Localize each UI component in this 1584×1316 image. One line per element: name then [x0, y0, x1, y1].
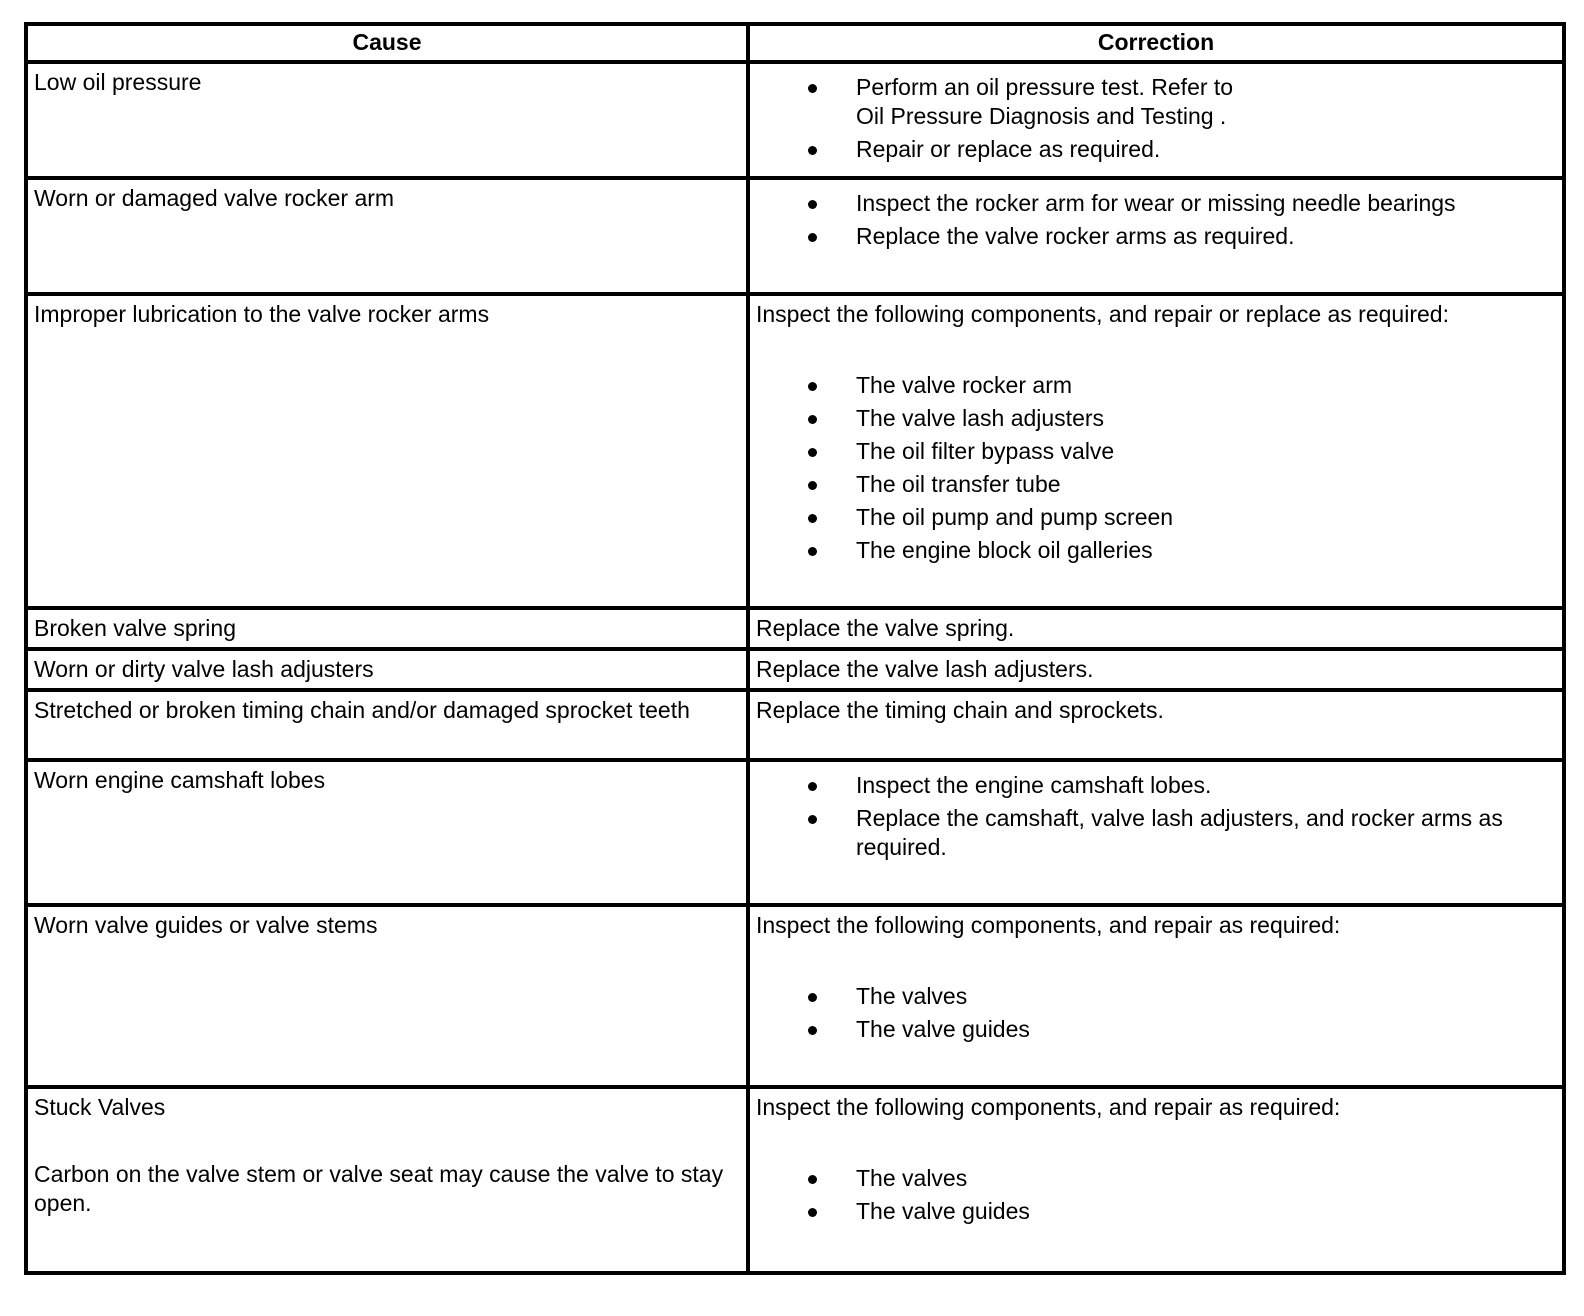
bullet-icon — [808, 815, 817, 824]
cause-cell — [26, 760, 748, 905]
bullet-text: The oil filter bypass valve — [856, 438, 1115, 464]
list-item — [756, 222, 1556, 251]
cause-text: Stuck Valves — [34, 1094, 166, 1120]
bullet-icon — [808, 993, 817, 1002]
table-row — [26, 1087, 1564, 1273]
bullet-icon — [808, 1026, 817, 1035]
bullet-text: Oil Pressure Diagnosis and Testing . — [856, 103, 1227, 129]
correction-cell — [748, 62, 1564, 178]
correction-text: Inspect the following components, and repair as required: — [756, 1094, 1341, 1120]
bullet-text: The valves — [856, 1165, 968, 1191]
cause-column-header: Cause — [26, 24, 748, 62]
correction-bullet-list — [756, 771, 1556, 862]
bullet-text: The engine block oil galleries — [856, 537, 1153, 563]
bullet-icon — [808, 514, 817, 523]
bullet-text: Repair or replace as required. — [856, 136, 1161, 162]
table-row — [26, 905, 1564, 1087]
correction-bullet-list — [756, 982, 1556, 1044]
cause-note: Carbon on the valve stem or valve seat may cause the valve to stay open. — [34, 1161, 724, 1216]
bullet-icon — [808, 547, 817, 556]
correction-text: Replace the valve spring. — [756, 615, 1015, 641]
cause-text: Worn or dirty valve lash adjusters — [34, 656, 374, 682]
cause-cell — [26, 178, 748, 294]
table-row — [26, 294, 1564, 608]
list-item — [756, 73, 1556, 131]
list-item — [756, 437, 1556, 466]
cause-text: Worn valve guides or valve stems — [34, 912, 378, 938]
list-item — [756, 404, 1556, 433]
list-item — [756, 536, 1556, 565]
bullet-text: Perform an oil pressure test. Refer to — [856, 74, 1234, 100]
correction-bullet-list — [756, 73, 1556, 164]
cause-cell — [26, 905, 748, 1087]
bullet-icon — [808, 382, 817, 391]
correction-text: Inspect the following components, and repair as required: — [756, 912, 1341, 938]
table-row — [26, 178, 1564, 294]
list-item — [756, 503, 1556, 532]
list-item — [756, 1164, 1556, 1193]
list-item — [756, 1197, 1556, 1226]
bullet-icon — [808, 84, 817, 93]
table-row — [26, 62, 1564, 178]
cause-text: Worn engine camshaft lobes — [34, 767, 326, 793]
correction-text: Replace the valve lash adjusters. — [756, 656, 1094, 682]
correction-cell — [748, 608, 1564, 649]
bullet-icon — [808, 233, 817, 242]
header-row — [26, 24, 1564, 62]
cause-cell — [26, 62, 748, 178]
bullet-icon — [808, 1175, 817, 1184]
cause-cell — [26, 649, 748, 690]
bullet-icon — [808, 481, 817, 490]
correction-column-header: Correction — [748, 24, 1564, 62]
cause-text: Low oil pressure — [34, 69, 202, 95]
cause-cell — [26, 1087, 748, 1273]
bullet-text: The valve guides — [856, 1016, 1030, 1042]
bullet-text: Replace the camshaft, valve lash adjusters, and rocker arms as required. — [856, 805, 1503, 860]
cause-text: Worn or damaged valve rocker arm — [34, 185, 395, 211]
list-item — [756, 771, 1556, 800]
bullet-icon — [808, 1208, 817, 1217]
bullet-icon — [808, 200, 817, 209]
correction-bullet-list — [756, 371, 1556, 565]
bullet-text: The oil pump and pump screen — [856, 504, 1174, 530]
bullet-text: Inspect the engine camshaft lobes. — [856, 772, 1212, 798]
correction-bullet-list — [756, 189, 1556, 251]
list-item — [756, 804, 1556, 862]
correction-cell — [748, 178, 1564, 294]
bullet-text: Inspect the rocker arm for wear or missing needle bearings — [856, 190, 1456, 216]
table-row — [26, 608, 1564, 649]
correction-cell — [748, 649, 1564, 690]
bullet-icon — [808, 782, 817, 791]
cause-text: Stretched or broken timing chain and/or damaged sprocket teeth — [34, 697, 690, 723]
cause-cell — [26, 294, 748, 608]
correction-cell — [748, 760, 1564, 905]
correction-text: Inspect the following components, and repair or replace as required: — [756, 301, 1449, 327]
correction-cell — [748, 905, 1564, 1087]
cause-cell — [26, 690, 748, 760]
list-item — [756, 135, 1556, 164]
correction-bullet-list — [756, 1164, 1556, 1226]
bullet-text: The oil transfer tube — [856, 471, 1061, 497]
correction-cell — [748, 1087, 1564, 1273]
correction-cell — [748, 690, 1564, 760]
bullet-icon — [808, 448, 817, 457]
list-item — [756, 371, 1556, 400]
list-item — [756, 189, 1556, 218]
bullet-icon — [808, 415, 817, 424]
list-item — [756, 470, 1556, 499]
list-item — [756, 982, 1556, 1011]
table-row — [26, 690, 1564, 760]
table-row — [26, 649, 1564, 690]
cause-text: Broken valve spring — [34, 615, 236, 641]
bullet-text: The valve rocker arm — [856, 372, 1073, 398]
diagnosis-table — [24, 22, 1566, 1275]
list-item — [756, 1015, 1556, 1044]
bullet-text: The valve lash adjusters — [856, 405, 1105, 431]
correction-cell — [748, 294, 1564, 608]
cause-text: Improper lubrication to the valve rocker arms — [34, 301, 490, 327]
table-body — [26, 62, 1564, 1273]
bullet-text: The valves — [856, 983, 968, 1009]
bullet-text: The valve guides — [856, 1198, 1030, 1224]
cause-cell — [26, 608, 748, 649]
bullet-icon — [808, 146, 817, 155]
table-row — [26, 760, 1564, 905]
bullet-text: Replace the valve rocker arms as required. — [856, 223, 1295, 249]
correction-text: Replace the timing chain and sprockets. — [756, 697, 1164, 723]
